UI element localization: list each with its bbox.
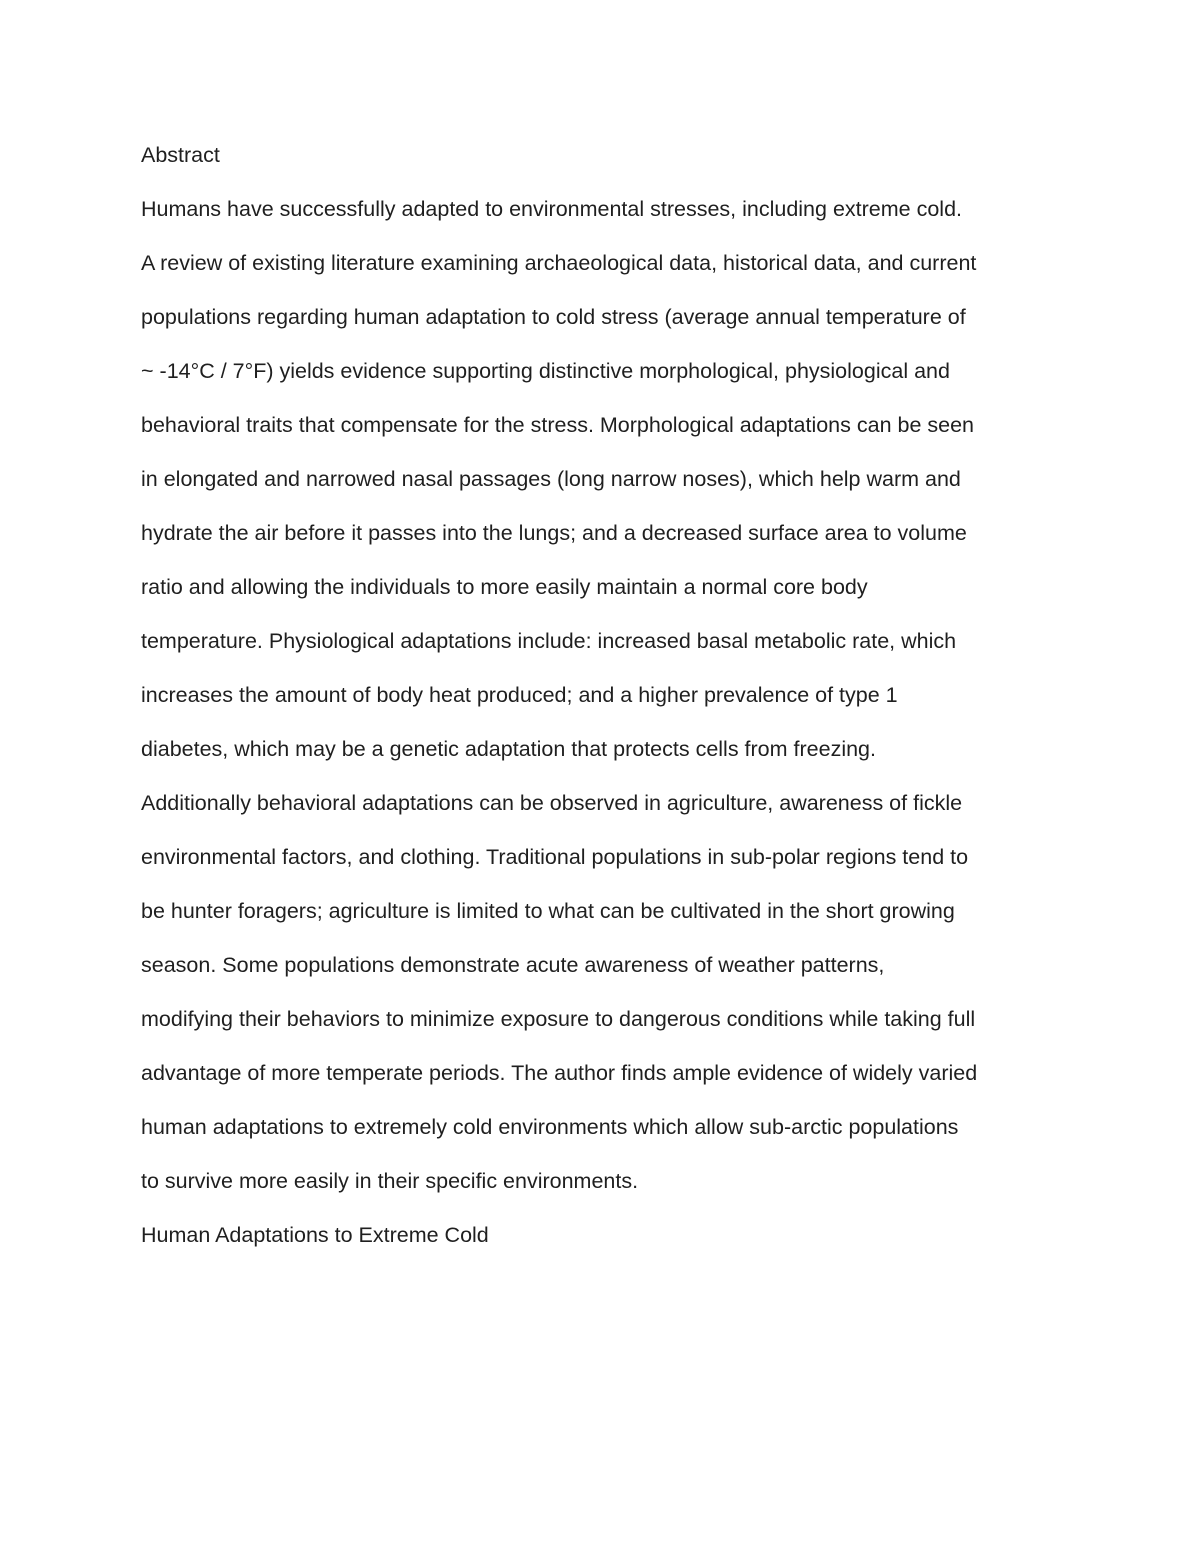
document-title: Human Adaptations to Extreme Cold [141, 1223, 489, 1247]
abstract-heading: Abstract [141, 143, 220, 167]
abstract-line: Additionally behavioral adaptations can be observed in agriculture, awareness of fickle [141, 791, 963, 815]
abstract-line: be hunter foragers; agriculture is limited to what can be cultivated in the short growing [141, 899, 955, 923]
abstract-line: in elongated and narrowed nasal passages (long narrow noses), which help warm and [141, 467, 961, 491]
abstract-line: behavioral traits that compensate for the stress. Morphological adaptations can be seen [141, 413, 975, 437]
abstract-line: increases the amount of body heat produced; and a higher prevalence of type 1 [141, 683, 898, 707]
abstract-line: to survive more easily in their specific environments. [141, 1169, 639, 1193]
abstract-line: season. Some populations demonstrate acute awareness of weather patterns, [141, 953, 885, 977]
abstract-line: advantage of more temperate periods. The author finds ample evidence of widely varied [141, 1061, 978, 1085]
abstract-line: ~ -14°C / 7°F) yields evidence supporting distinctive morphological, physiological and [141, 359, 950, 383]
document-body [141, 128, 1071, 1262]
abstract-line: environmental factors, and clothing. Traditional populations in sub-polar regions tend to [141, 845, 969, 869]
abstract-line: hydrate the air before it passes into the lungs; and a decreased surface area to volume [141, 521, 967, 545]
abstract-line: human adaptations to extremely cold environments which allow sub-arctic populations [141, 1115, 959, 1139]
abstract-line: diabetes, which may be a genetic adaptation that protects cells from freezing. [141, 737, 876, 761]
abstract-line: ratio and allowing the individuals to more easily maintain a normal core body [141, 575, 868, 599]
abstract-line: temperature. Physiological adaptations include: increased basal metabolic rate, which [141, 629, 957, 653]
abstract-line: populations regarding human adaptation to cold stress (average annual temperature of [141, 305, 966, 329]
abstract-line: A review of existing literature examining archaeological data, historical data, and current [141, 251, 977, 275]
abstract-line: Humans have successfully adapted to environmental stresses, including extreme cold. [141, 197, 962, 221]
abstract-line: modifying their behaviors to minimize exposure to dangerous conditions while taking full [141, 1007, 976, 1031]
